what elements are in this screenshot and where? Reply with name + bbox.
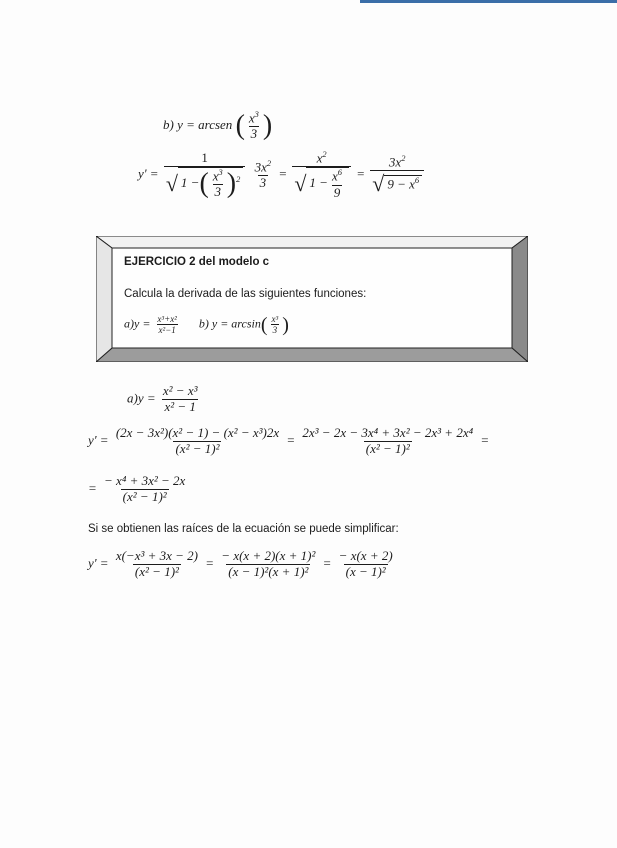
- exercise-b-fraction: $\frac{\text{x³}}{3}$: [271, 314, 279, 336]
- prev-deriv-frac1: 1 √ 1 −( $\frac{x^3}{3}$ )$^2$: [164, 151, 245, 200]
- sol-a-line2-frac: $\frac{\text{− x⁴ + 3x² − 2x}}{\text{(x² − 1)²}}$: [104, 473, 186, 504]
- prev-function: y = arcsen: [177, 117, 233, 133]
- sol-a-line2: = $\frac{\text{− x⁴ + 3x² − 2x}}{\text{(x² − 1)²}}$: [88, 473, 186, 504]
- sol-a-function: [127, 384, 201, 415]
- sol-a-line3-frac2: $\frac{\text{− x(x + 2)(x + 1)²}}{\text{(x − 1)²(x + 1)²}}$: [221, 548, 316, 579]
- exercise-b-label: b) y = arcsin: [198, 316, 261, 331]
- exercise-content: [124, 256, 504, 336]
- prev-label-b: b): [163, 117, 174, 133]
- sol-a-line1-frac1: $\frac{\text{(2x − 3x²)(x² − 1) − (x² − x³)2x}}{\text{(x² − 1)²}}$: [115, 425, 280, 456]
- sol-a-label: a)y =: [127, 390, 156, 406]
- prev-deriv-lhs: y' =: [138, 166, 159, 182]
- exercise-a-label: a)y =: [124, 316, 151, 331]
- sol-a-line3-frac1: $\frac{\text{x(−x³ + 3x − 2)}}{\text{(x² − 1)²}}$: [115, 548, 199, 579]
- prev-derivative-line: y' = 1 √ 1 −( $\frac{x^3}{3}$ )$^2$ $\frac{3x^2}{3}$ = $x^2$ √ 1 − $\frac{x^6}{9}$ = $\frac{3x^2}{√ 9 - x^6}$: [138, 150, 426, 200]
- exercise-frame: [96, 236, 528, 362]
- sol-a-line1-frac2: $\frac{\text{2x³ − 2x − 3x⁴ + 3x² − 2x³ + 2x⁴}}{\text{(x² − 1)²}}$: [302, 425, 474, 456]
- prev-deriv-frac2: $\frac{3x^2}{3}$: [254, 158, 272, 191]
- sol-a-line3-lhs: y' =: [88, 555, 109, 571]
- prev-deriv-frac3: $x^2$ √ 1 − $\frac{x^6}{9}$: [292, 150, 351, 200]
- exercise-title: EJERCICIO 2 del modelo c: [124, 256, 270, 268]
- exercise-instruction: Calcula la derivada de las siguientes funciones:: [124, 288, 367, 300]
- prev-deriv-frac4: $\frac{3x^2}{√ 9 - x^6}$: [370, 154, 424, 197]
- exercise-a-fraction: $\frac{\text{x³+x²}}{\text{x²−1}}$: [157, 314, 177, 336]
- sol-a-fraction: $\frac{\text{x² − x³}}{\text{x² − 1}}$: [162, 383, 198, 414]
- prev-function-fraction: $\frac{x^3}{3}$: [248, 109, 259, 142]
- exercise-functions: a)y = $\frac{\text{x³+x²}}{\text{x²−1}}$ b) y = arcsin( $\frac{\text{x³}}{3}$ ): [124, 313, 289, 336]
- sol-a-line3: y' = $\frac{\text{x(−x³ + 3x − 2)}}{\text{(x² − 1)²}}$ = $\frac{\text{− x(x + 2)(x + 1)²}}{\text{(x − 1)²(x + 1)²}}$ = $\frac{- x(x + 2)}{\text{(x − 1)²}}$: [88, 548, 393, 579]
- sol-a-line1: y' = $\frac{\text{(2x − 3x²)(x² − 1) − (x² − x³)2x}}{\text{(x² − 1)²}}$ = $\frac{\text{2x³ − 2x − 3x⁴ + 3x² − 2x³ + 2x⁴}}{\text{(x² − 1)²}}$ =: [88, 425, 490, 456]
- sol-a-line1-lhs: y' =: [88, 432, 109, 448]
- top-edge-line: [360, 0, 617, 3]
- sol-a-line3-frac3: $\frac{- x(x + 2)}{\text{(x − 1)²}}$: [338, 548, 393, 579]
- sol-a-note: Si se obtienen las raíces de la ecuación se puede simplificar:: [88, 523, 399, 535]
- prev-function-line: b) y = arcsen ( $\frac{x^3}{3}$ ): [163, 109, 273, 142]
